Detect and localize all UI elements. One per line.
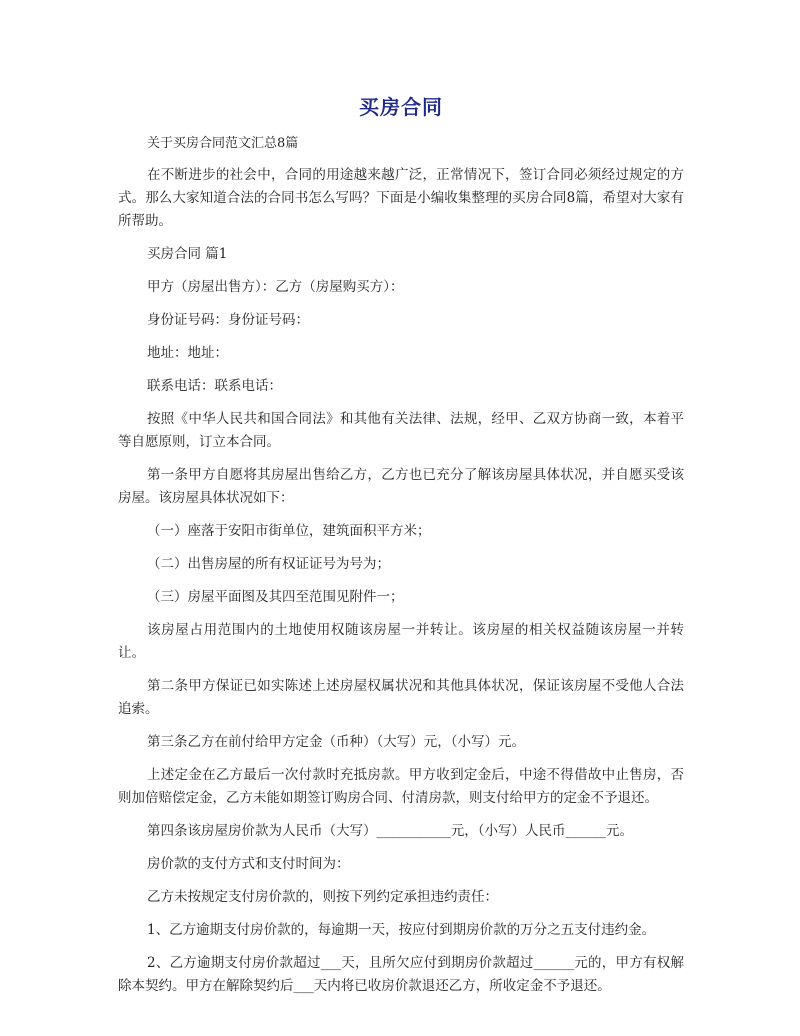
breach-liability-line: 乙方未按规定支付房价款的，则按下列约定承担违约责任： xyxy=(147,889,498,905)
deposit-clause: 上述定金在乙方最后一次付款时充抵房款。甲方收到定金后，中途不得借故中止售房，否则加倍赔偿定金，乙方未能如期签订购房合同、付清房款，则支付给甲方的定金不予退还。 xyxy=(118,767,684,806)
article-3: 第三条乙方在前付给甲方定金（币种）（大写）元，（小写）元。 xyxy=(147,734,525,750)
document-subtitle: 关于买房合同范文汇总8篇 xyxy=(147,136,299,151)
phone-line: 联系电话：联系电话： xyxy=(147,378,282,394)
intro-paragraph: 在不断进步的社会中，合同的用途越来越广泛，正常情况下，签订合同必须经过规定的方式。那么大家知道合法的合同书怎么写吗？下面是小编收集整理的买房合同8篇，希望对大家有所帮助。 xyxy=(118,167,684,229)
breach-item-2: 2、乙方逾期支付房价款超过___天，且所欠应付到期房价款超过______元的，甲方有权解除本契约。甲方在解除契约后___天内将已收房价款退还乙方，所收定金不予退还。 xyxy=(118,955,684,994)
breach-item-1: 1、乙方逾期支付房价款的，每逾期一天，按应付到期房价款的万分之五支付违约金。 xyxy=(147,922,656,938)
document-title: 买房合同 xyxy=(359,95,443,119)
article-2: 第二条甲方保证已如实陈述上述房屋权属状况和其他具体状况，保证该房屋不受他人合法追索。 xyxy=(118,678,684,717)
payment-method-line: 房价款的支付方式和支付时间为： xyxy=(147,856,350,872)
party-line: 甲方（房屋出售方）：乙方（房屋购买方）： xyxy=(147,279,404,295)
article-1-item-2: （二）出售房屋的所有权证证号为号为； xyxy=(147,556,390,572)
land-use-clause: 该房屋占用范围内的土地使用权随该房屋一并转让。该房屋的相关权益随该房屋一并转让。 xyxy=(118,622,684,661)
contract-preamble: 按照《中华人民共和国合同法》和其他有关法律、法规，经甲、乙双方协商一致，本着平等自愿原则，订立本合同。 xyxy=(118,411,684,450)
document-page xyxy=(118,92,684,1008)
article-4: 第四条该房屋房价款为人民币（大写）___________元，（小写）人民币______元。 xyxy=(147,823,633,839)
article-1-item-1: （一）座落于安阳市街单位，建筑面积平方米； xyxy=(147,523,431,539)
article-1-item-3: （三）房屋平面图及其四至范围见附件一； xyxy=(147,589,404,605)
article-1: 第一条甲方自愿将其房屋出售给乙方，乙方也已充分了解该房屋具体状况，并自愿买受该房屋。该房屋具体状况如下： xyxy=(118,467,684,506)
address-line: 地址：地址： xyxy=(147,345,228,361)
id-number-line: 身份证号码：身份证号码： xyxy=(147,312,309,328)
section-heading: 买房合同 篇1 xyxy=(147,246,228,262)
